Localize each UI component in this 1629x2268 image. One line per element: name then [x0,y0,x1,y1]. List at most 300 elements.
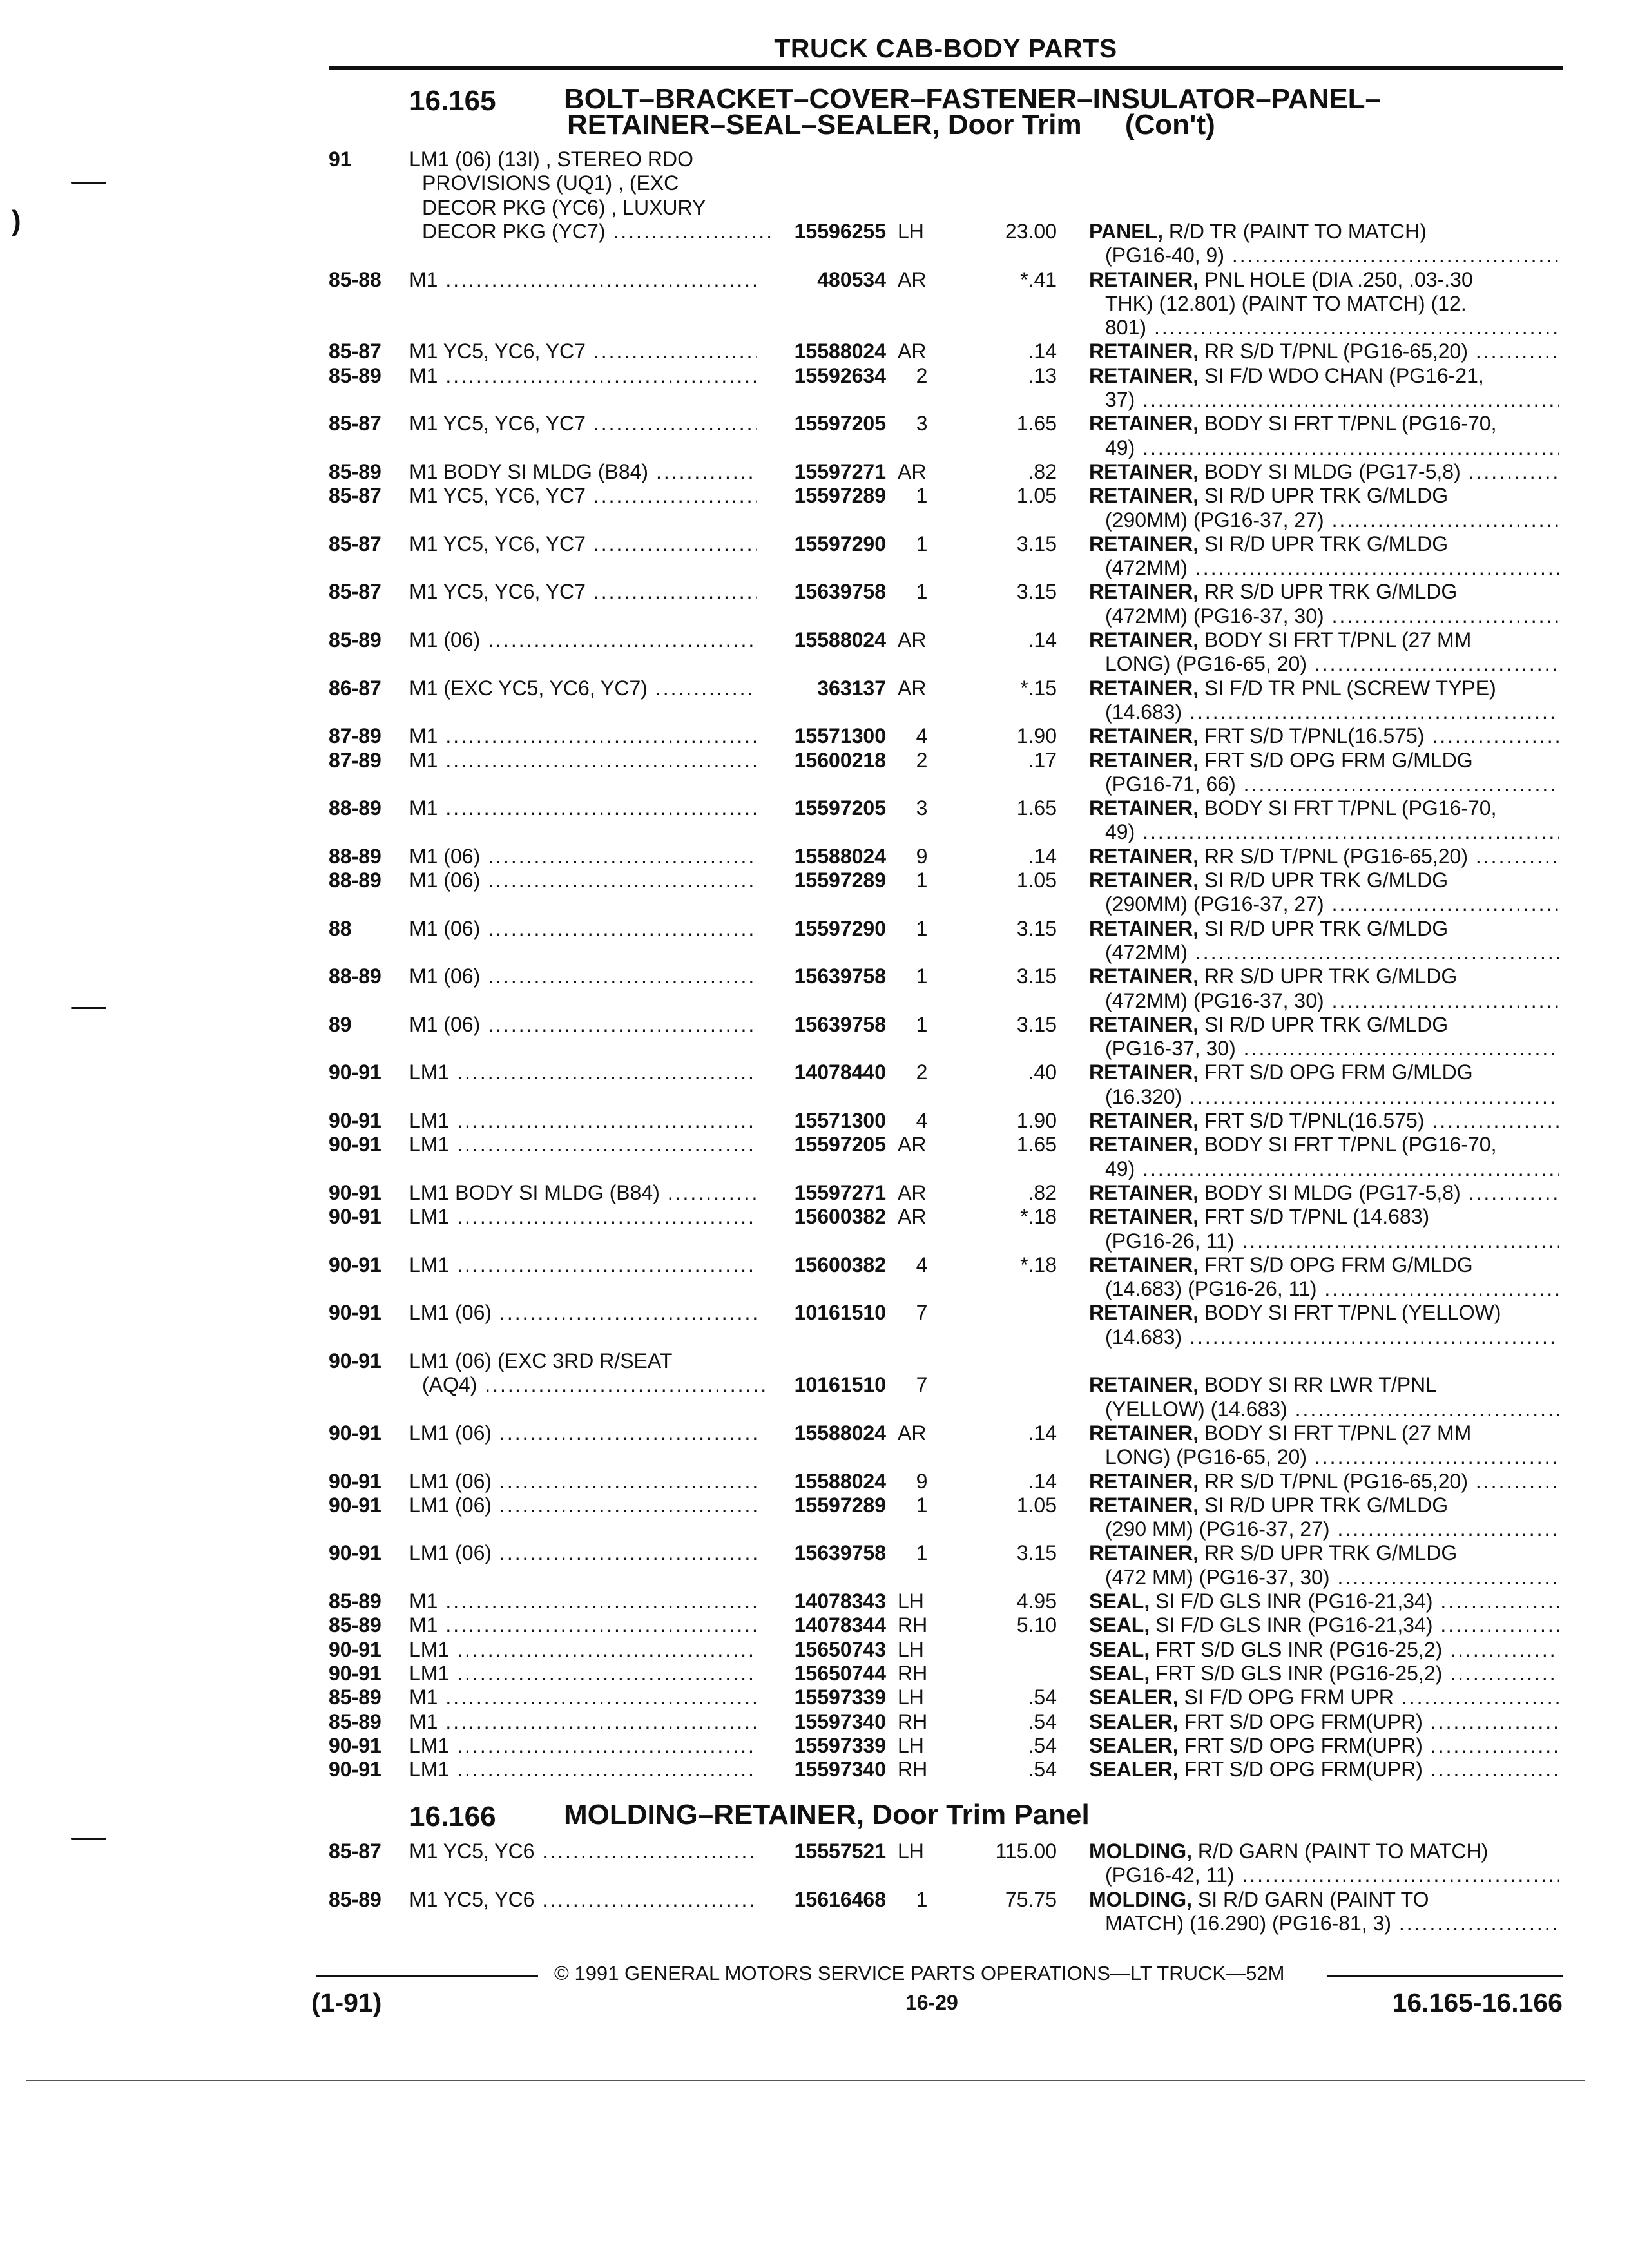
part-number: 15639758 [794,965,886,988]
part-name: RETAINER, [1089,1205,1199,1229]
quantity: 1 [916,965,928,988]
part-description [1089,1685,1559,1709]
part-number: 15597289 [794,484,886,508]
part-description [1105,508,1559,532]
part-detail: (472MM) (PG16-37, 30) [1105,604,1324,628]
model-application: LM1 ..... [409,1108,757,1133]
part-detail: R/D TR (PAINT TO MATCH) [1168,219,1427,243]
part-name: RETAINER, [1089,628,1199,651]
quantity: AR [898,628,927,651]
price: 115.00 [995,1840,1057,1863]
table-row [0,315,1629,341]
part-number: 15571300 [794,1109,886,1132]
part-detail: FRT S/D OPG FRM G/MLDG [1204,748,1473,772]
part-detail: FRT S/D OPG FRM G/MLDG [1204,1253,1473,1276]
model-application: LM1 ..... [409,1204,757,1229]
part-description [1105,892,1559,916]
table-row [0,844,1629,870]
part-number: 15650744 [794,1661,886,1685]
table-row [0,532,1629,557]
part-description [1089,916,1559,941]
part-description [1089,1012,1559,1037]
part-detail: 49) [1105,1157,1135,1180]
model-application: M1 (06) ..... [409,844,757,869]
part-number: 15597290 [794,916,886,940]
part-description [1089,724,1559,748]
part-name: RETAINER, [1089,363,1199,387]
section-title-2: MOLDING–RETAINER, Door Trim Panel [564,1799,1090,1831]
quantity: 1 [916,869,928,892]
model-year: 88-89 [329,965,381,988]
price: 1.65 [1016,1133,1057,1157]
price: 1.90 [1016,1109,1057,1132]
part-detail: RR S/D UPR TRK G/MLDG [1204,580,1458,604]
quantity: 3 [916,412,928,436]
part-name: RETAINER, [1089,1253,1199,1276]
table-row [0,555,1629,581]
quantity: 1 [916,532,928,555]
model-year: 85-89 [329,459,381,483]
table-row [0,1541,1629,1566]
model-year: 89 [329,1012,352,1036]
part-description [1089,1060,1559,1084]
model-application: M1 (06) ..... [409,916,757,941]
model-application: LM1 ..... [409,1637,757,1662]
table-row [0,459,1629,485]
table-row [0,700,1629,726]
table-row [0,483,1629,509]
part-description [1105,1229,1559,1253]
part-detail: BODY SI FRT T/PNL (PG16-70, [1204,1133,1497,1157]
part-description [1089,748,1559,773]
part-number: 10161510 [794,1301,886,1325]
model-year: 90-91 [329,1469,381,1493]
table-row [0,291,1629,317]
part-detail: (PG16-71, 66) [1105,772,1236,796]
model-application: M1 YC5, YC6, YC7 ..... [409,579,757,604]
price: .82 [1028,459,1057,483]
section-title-text: RETAINER–SEAL–SEALER, Door Trim [567,109,1082,140]
part-number: 15588024 [794,1421,886,1445]
model-year: 90-91 [329,1301,381,1325]
part-detail: BODY SI FRT T/PNL (PG16-70, [1204,412,1497,436]
quantity: RH [898,1758,928,1782]
price: *.41 [1020,267,1057,291]
part-description [1089,1300,1559,1325]
part-description [1089,844,1559,869]
table-row [0,1637,1629,1663]
model-year: 85-89 [329,1590,381,1613]
footer-rule-right [1327,1975,1563,1977]
part-detail: FRT S/D T/PNL(16.575) [1204,1109,1425,1132]
part-description [1089,964,1559,988]
table-row [0,363,1629,389]
model-application: LM1 (06) ..... [409,1493,757,1517]
price: *.18 [1020,1205,1057,1229]
price: 3.15 [1016,532,1057,555]
part-name: RETAINER, [1089,1373,1199,1397]
table-row [0,339,1629,365]
model-year: 90-91 [329,1661,381,1685]
table-row [0,1108,1629,1134]
part-name: RETAINER, [1089,796,1199,820]
part-detail: THK) (12.801) (PAINT TO MATCH) (12. [1105,291,1467,315]
model-year: 86-87 [329,676,381,700]
part-detail: (290MM) (PG16-37, 27) [1105,892,1324,916]
part-description [1089,1469,1559,1494]
table-row [0,1253,1629,1278]
table-row [0,1204,1629,1230]
table-row [0,1157,1629,1182]
quantity: AR [898,1421,927,1445]
price: .82 [1028,1180,1057,1204]
footer-rule-left [316,1975,538,1977]
part-name: RETAINER, [1089,965,1199,988]
price: .14 [1028,1421,1057,1445]
part-description [1105,291,1559,316]
part-detail: BODY SI FRT T/PNL (PG16-70, [1204,796,1497,820]
part-name: SEAL, [1089,1590,1150,1613]
part-detail: BODY SI FRT T/PNL (27 MM [1204,628,1472,651]
part-description [1105,1036,1559,1061]
section-number-2: 16.166 [409,1801,496,1832]
part-description [1105,1276,1559,1301]
part-name: SEALER, [1089,1709,1179,1733]
table-row [0,1372,1629,1398]
table-row [0,724,1629,749]
model-year: 90-91 [329,1349,381,1372]
price: 4.95 [1016,1590,1057,1613]
table-row [0,1349,1629,1374]
model-application: M1 ..... [409,1685,757,1709]
model-application: M1 YC5, YC6 ..... [409,1887,757,1912]
model-year: 90-91 [329,1205,381,1229]
part-description [1105,700,1559,724]
model-year: 88-89 [329,869,381,892]
table-row [0,1132,1629,1158]
part-number: 15600382 [794,1205,886,1229]
part-description [1105,988,1559,1013]
price: 1.65 [1016,796,1057,820]
header-rule [329,66,1563,70]
part-number: 15650743 [794,1637,886,1661]
part-name: RETAINER, [1089,459,1199,483]
model-year: 90-91 [329,1133,381,1157]
model-application: M1 ..... [409,267,757,292]
model-application: LM1 ..... [409,1733,757,1758]
quantity: AR [898,1205,927,1229]
part-name: RETAINER, [1089,532,1199,555]
part-name: RETAINER, [1089,1421,1199,1445]
part-number: 15600382 [794,1253,886,1276]
part-detail: (16.320) [1105,1084,1182,1108]
part-detail: SI R/D GARN (PAINT TO [1197,1887,1429,1911]
part-detail: (PG16-42, 11) [1105,1863,1235,1887]
model-application: M1 (EXC YC5, YC6, YC7) ..... [409,676,757,700]
quantity: LH [898,1733,924,1757]
quantity: AR [898,459,927,483]
part-detail: (472MM) [1105,556,1188,580]
model-year: 88-89 [329,844,381,868]
table-row [0,1709,1629,1735]
price: 1.05 [1016,869,1057,892]
part-description [1089,1204,1559,1229]
model-year: 85-87 [329,340,381,363]
table-row [0,1613,1629,1639]
price: *.18 [1020,1253,1057,1276]
part-description [1089,339,1559,363]
part-description [1105,387,1559,412]
model-application: LM1 ..... [409,1661,757,1686]
part-number: 15597340 [794,1758,886,1782]
part-description [1105,1397,1559,1421]
quantity: 1 [916,580,928,604]
part-number: 363137 [817,676,886,700]
quantity: LH [898,1590,924,1613]
part-detail: SI R/D UPR TRK G/MLDG [1204,869,1449,892]
part-number: 14078344 [794,1613,886,1637]
model-year: 85-87 [329,1840,381,1863]
model-year: 90-91 [329,1180,381,1204]
part-detail: FRT S/D OPG FRM G/MLDG [1204,1061,1473,1084]
model-application: M1 BODY SI MLDG (B84) ..... [409,459,757,484]
part-name: PANEL, [1089,219,1163,243]
table-row [0,1469,1629,1495]
part-number: 15639758 [794,580,886,604]
quantity: 7 [916,1373,928,1397]
model-year: 90-91 [329,1421,381,1445]
model-application: LM1 (06) ..... [409,1421,757,1445]
quantity: 1 [916,1541,928,1565]
part-detail: (PG16-37, 30) [1105,1037,1236,1061]
part-description [1105,436,1559,460]
table-row [0,411,1629,437]
part-description [1089,1541,1559,1565]
part-name: RETAINER, [1089,1180,1199,1204]
part-number: 480534 [817,267,886,291]
model-application: M1 YC5, YC6, YC7 ..... [409,532,757,556]
part-detail: SI R/D UPR TRK G/MLDG [1204,532,1449,555]
price: 1.05 [1016,484,1057,508]
table-row [0,916,1629,942]
table-row [0,988,1629,1014]
part-name: MOLDING, [1089,1840,1192,1863]
part-description [1089,1421,1559,1445]
quantity: 4 [916,1109,928,1132]
table-row [0,676,1629,702]
part-description [1105,1863,1559,1887]
part-number: 15592634 [794,363,886,387]
table-row [0,1685,1629,1711]
quantity: 9 [916,844,928,868]
part-detail: SI R/D UPR TRK G/MLDG [1204,1493,1449,1517]
part-detail: FRT S/D GLS INR (PG16-25,2) [1155,1637,1443,1661]
part-detail: SI R/D UPR TRK G/MLDG [1204,484,1449,508]
part-detail: R/D GARN (PAINT TO MATCH) [1197,1840,1489,1863]
part-detail: (472MM) [1105,940,1188,964]
part-description [1105,1325,1559,1349]
part-description [1105,940,1559,965]
quantity: AR [898,676,927,700]
table-row [0,892,1629,918]
part-description [1089,796,1559,820]
quantity: 1 [916,1012,928,1036]
model-year: 90-91 [329,1109,381,1132]
part-number: 15588024 [794,340,886,363]
quantity: LH [898,1637,924,1661]
quantity: LH [898,1840,924,1863]
part-detail: BODY SI FRT T/PNL (27 MM [1204,1421,1472,1445]
model-application: M1 ..... [409,1613,757,1637]
table-row [0,1565,1629,1591]
section-title [564,83,1382,140]
table-row [0,1300,1629,1326]
part-detail: (472MM) (PG16-37, 30) [1105,988,1324,1012]
price: .14 [1028,1469,1057,1493]
part-number: 15597205 [794,1133,886,1157]
price: 3.15 [1016,1012,1057,1036]
part-detail: (472 MM) (PG16-37, 30) [1105,1565,1330,1589]
part-detail: RR S/D UPR TRK G/MLDG [1204,965,1458,988]
part-detail: 49) [1105,820,1135,844]
section-title-line: BOLT–BRACKET–COVER–FASTENER–INSULATOR–PANEL– [564,83,1382,115]
footer-date: (1-91) [311,1988,382,2017]
part-name: RETAINER, [1089,916,1199,940]
part-description [1089,1661,1559,1686]
model-year: 90-91 [329,1253,381,1276]
part-description [1089,676,1559,700]
table-row [0,1839,1629,1865]
part-detail: SI F/D TR PNL (SCREW TYPE) [1204,676,1496,700]
quantity: 3 [916,796,928,820]
section-cont: (Con't) [1124,109,1215,140]
quantity: AR [898,267,927,291]
part-number: 15600218 [794,748,886,772]
table-row [0,1863,1629,1888]
part-name: RETAINER, [1089,1469,1199,1493]
price: .54 [1028,1758,1057,1782]
model-application: PROVISIONS (UQ1) , (EXC [422,171,679,195]
part-description [1105,1445,1559,1469]
section-number: 16.165 [409,85,496,117]
part-name: RETAINER, [1089,580,1199,604]
part-description [1089,1493,1559,1517]
part-detail: (14.683) (PG16-26, 11) [1105,1277,1317,1301]
part-detail: BODY SI FRT T/PNL (YELLOW) [1204,1301,1501,1325]
model-application: LM1 BODY SI MLDG (B84) ..... [409,1180,757,1205]
quantity: 4 [916,1253,928,1276]
part-detail: SI F/D WDO CHAN (PG16-21, [1204,363,1484,387]
part-description [1105,1565,1559,1590]
part-description [1089,628,1559,652]
part-number: 15597340 [794,1709,886,1733]
model-application: M1 YC5, YC6 ..... [409,1839,757,1863]
part-detail: SI F/D OPG FRM UPR [1184,1686,1394,1709]
table-row [0,628,1629,653]
part-description [1089,1887,1559,1912]
part-detail: FRT S/D OPG FRM(UPR) [1184,1709,1423,1733]
model-year: 85-89 [329,1887,381,1911]
part-name: SEAL, [1089,1661,1150,1685]
price: .14 [1028,340,1057,363]
part-description [1089,459,1559,484]
model-application: M1 YC5, YC6, YC7 ..... [409,483,757,508]
price: 3.15 [1016,965,1057,988]
table-row [0,1911,1629,1937]
quantity: AR [898,1180,927,1204]
model-application: LM1 ..... [409,1060,757,1084]
model-year: 85-88 [329,267,381,291]
part-name: RETAINER, [1089,724,1199,748]
part-name: SEALER, [1089,1733,1179,1757]
part-number: 15597289 [794,869,886,892]
model-application: M1 (06) ..... [409,628,757,652]
part-number: 15597205 [794,412,886,436]
price: 3.15 [1016,916,1057,940]
table-row [0,1661,1629,1687]
price: .54 [1028,1733,1057,1757]
model-year: 85-89 [329,1709,381,1733]
quantity: 4 [916,724,928,748]
model-application: M1 ..... [409,748,757,773]
table-row [0,1887,1629,1913]
price: 23.00 [1005,219,1057,243]
part-description [1089,1372,1559,1397]
quantity: 2 [916,363,928,387]
part-description [1089,1589,1559,1613]
part-number: 15571300 [794,724,886,748]
table-row [0,1180,1629,1206]
quantity: 7 [916,1301,928,1325]
table-row [0,579,1629,605]
table-row [0,1229,1629,1254]
model-year: 90-91 [329,1541,381,1565]
section-title-line-2 [564,109,1381,140]
table-row [0,1445,1629,1470]
part-name: RETAINER, [1089,1109,1199,1132]
part-number: 15588024 [794,1469,886,1493]
price: 3.15 [1016,580,1057,604]
price: 1.65 [1016,412,1057,436]
model-year: 90-91 [329,1637,381,1661]
price: .13 [1028,363,1057,387]
part-detail: BODY SI MLDG (PG17-5,8) [1204,1180,1461,1204]
table-row [0,1493,1629,1519]
part-description [1089,1613,1559,1637]
quantity: 1 [916,916,928,940]
part-description [1089,1757,1559,1782]
part-detail: RR S/D T/PNL (PG16-65,20) [1204,1469,1468,1493]
footer-section-range: 16.165-16.166 [1392,1988,1563,2017]
model-year: 87-89 [329,724,381,748]
quantity: 2 [916,1061,928,1084]
table-row [0,820,1629,845]
table-row [0,1589,1629,1615]
model-application: M1 ..... [409,724,757,748]
table-row [0,604,1629,629]
part-description [1105,1911,1559,1936]
table-row [0,1397,1629,1423]
part-detail: (290 MM) (PG16-37, 27) [1105,1517,1330,1541]
model-application: LM1 ..... [409,1757,757,1782]
quantity: 1 [916,1493,928,1517]
part-description [1089,1637,1559,1662]
part-detail: SI F/D GLS INR (PG16-21,34) [1155,1590,1433,1613]
price: .14 [1028,844,1057,868]
table-row [0,1036,1629,1062]
quantity: LH [898,219,924,243]
part-description [1089,1253,1559,1277]
